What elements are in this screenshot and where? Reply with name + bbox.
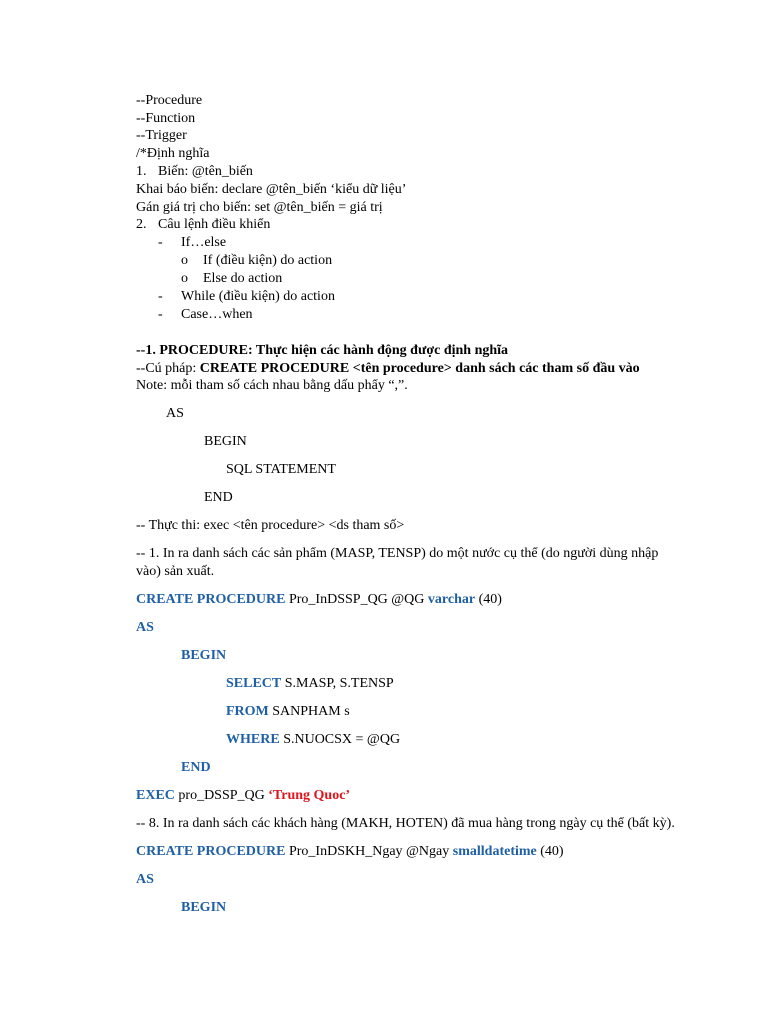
where-condition: S.NUOCSX = @QG <box>279 732 401 747</box>
example1-comment-continued: vào) sản xuất. <box>136 564 215 579</box>
else-action-item: Else do action <box>203 271 283 286</box>
syntax-statement: CREATE PROCEDURE <tên procedure> danh sách các tham số đầu vào <box>199 361 640 376</box>
syntax-begin: BEGIN <box>204 434 247 449</box>
case-when-item: Case…when <box>181 307 253 322</box>
dash-bullet: - <box>158 307 163 322</box>
select-keyword: SELECT <box>226 676 282 691</box>
smalldatetime-keyword: smalldatetime <box>452 844 537 859</box>
example1-comment: -- 1. In ra danh sách các sản phẩm (MASP, TENSP) do một nước cụ thể (do người dùng nhập <box>136 546 659 561</box>
if-else-item: If…else <box>181 235 227 250</box>
end-keyword: END <box>181 760 211 775</box>
function-comment-line: --Function <box>136 111 196 126</box>
varchar-keyword: varchar <box>427 592 476 607</box>
create-procedure-keyword: CREATE PROCEDURE <box>136 592 286 607</box>
where-line <box>226 731 400 748</box>
example1-create-line <box>136 591 502 608</box>
create-procedure-keyword: CREATE PROCEDURE <box>136 844 286 859</box>
list-number-1: 1. <box>136 164 147 179</box>
circle-bullet: o <box>181 253 188 268</box>
from-line <box>226 703 350 720</box>
procedure-heading: --1. PROCEDURE: Thực hiện các hành động được định nghĩa <box>136 343 509 358</box>
assign-variable-line: Gán giá trị cho biến: set @tên_biến = giá trị <box>136 200 383 215</box>
begin-keyword: BEGIN <box>181 900 227 915</box>
syntax-end: END <box>204 490 233 505</box>
syntax-as: AS <box>166 406 184 421</box>
note-line: Note: mỗi tham số cách nhau bằng dấu phẩy “,”. <box>136 378 408 393</box>
dash-bullet: - <box>158 235 163 250</box>
type-size: (40) <box>475 592 502 607</box>
control-statements-heading: Câu lệnh điều khiển <box>158 217 271 232</box>
type-size: (40) <box>536 844 564 859</box>
variable-definition: Biến: @tên_biến <box>158 164 253 179</box>
exec-keyword: EXEC <box>136 788 175 803</box>
syntax-prefix: --Cú pháp: <box>136 361 200 376</box>
exec-procedure-name: pro_DSSP_QG <box>174 788 269 803</box>
list-number-2: 2. <box>136 217 147 232</box>
select-columns: S.MASP, S.TENSP <box>281 676 394 691</box>
definition-comment-line: /*Định nghĩa <box>136 146 210 161</box>
from-keyword: FROM <box>226 704 269 719</box>
exec-string-argument: ‘Trung Quoc’ <box>268 788 351 803</box>
as-keyword: AS <box>136 620 154 635</box>
example8-create-line <box>136 843 564 860</box>
procedure-name: Pro_InDSKH_Ngay @Ngay <box>285 844 453 859</box>
procedure-comment-line: --Procedure <box>136 93 203 108</box>
while-item: While (điều kiện) do action <box>181 289 335 304</box>
syntax-sql-statement: SQL STATEMENT <box>226 462 336 477</box>
procedure-name: Pro_InDSSP_QG @QG <box>285 592 428 607</box>
exec-syntax-line: -- Thực thi: exec <tên procedure> <ds tham số> <box>136 518 405 533</box>
example8-comment: -- 8. In ra danh sách các khách hàng (MAKH, HOTEN) đã mua hàng trong ngày cụ thể (bất kỳ). <box>136 816 675 831</box>
trigger-comment-line: --Trigger <box>136 128 187 143</box>
where-keyword: WHERE <box>226 732 280 747</box>
from-table: SANPHAM s <box>268 704 350 719</box>
if-condition-item: If (điều kiện) do action <box>203 253 333 268</box>
circle-bullet: o <box>181 271 188 286</box>
declare-variable-line: Khai báo biến: declare @tên_biến ‘kiểu dữ liệu’ <box>136 182 407 197</box>
begin-keyword: BEGIN <box>181 648 227 663</box>
syntax-line <box>136 360 640 377</box>
exec-line <box>136 787 350 804</box>
dash-bullet: - <box>158 289 163 304</box>
select-line <box>226 675 394 692</box>
as-keyword: AS <box>136 872 154 887</box>
